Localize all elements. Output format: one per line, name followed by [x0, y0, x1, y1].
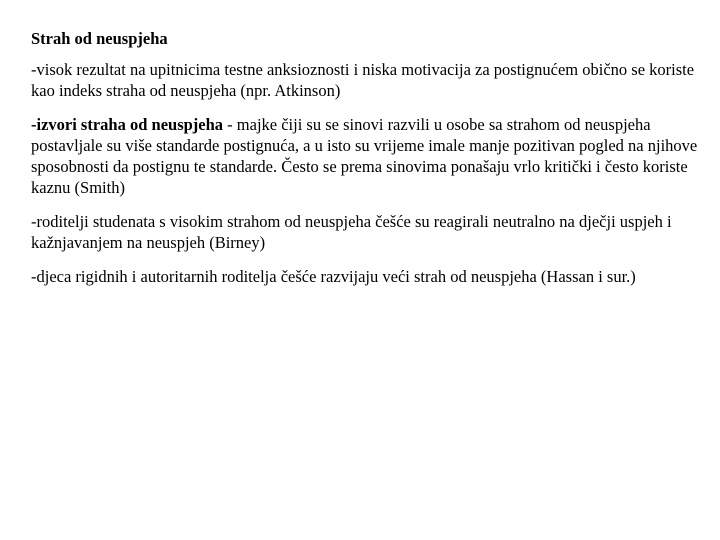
paragraph-sources-of-fear	[31, 114, 701, 198]
paragraph-authoritarian-parents: -djeca rigidnih i autoritarnih roditelja češće razvijaju veći strah od neuspjeha (Hassan i sur.)	[31, 267, 636, 286]
paragraph-sources-body: - majke čiji su se sinovi razvili u osobe sa strahom od neuspjeha postavljale su više standarde postignuća, a u isto su vrijeme imale manje pozitivan pogled na njihove sposobnosti da postignu te standarde. Često se prema sinovima ponašaju vrlo kritički i često koriste kaznu (Smith)	[31, 115, 698, 197]
paragraph-sources-lead: -izvori straha od neuspjeha	[31, 115, 224, 134]
slide-content	[31, 28, 701, 300]
paragraph-parents-reactions: -roditelji studenata s visokim strahom od neuspjeha češće su reagirali neutralno na dječji uspjeh i kažnjavanjem na neuspjeh (Birney)	[31, 212, 672, 252]
paragraph-test-anxiety-index: -visok rezultat na upitnicima testne anksioznosti i niska motivacija za postignućem obično se koriste kao indeks straha od neuspjeha (npr. Atkinson)	[31, 60, 695, 100]
slide-title: Strah od neuspjeha	[31, 29, 168, 48]
